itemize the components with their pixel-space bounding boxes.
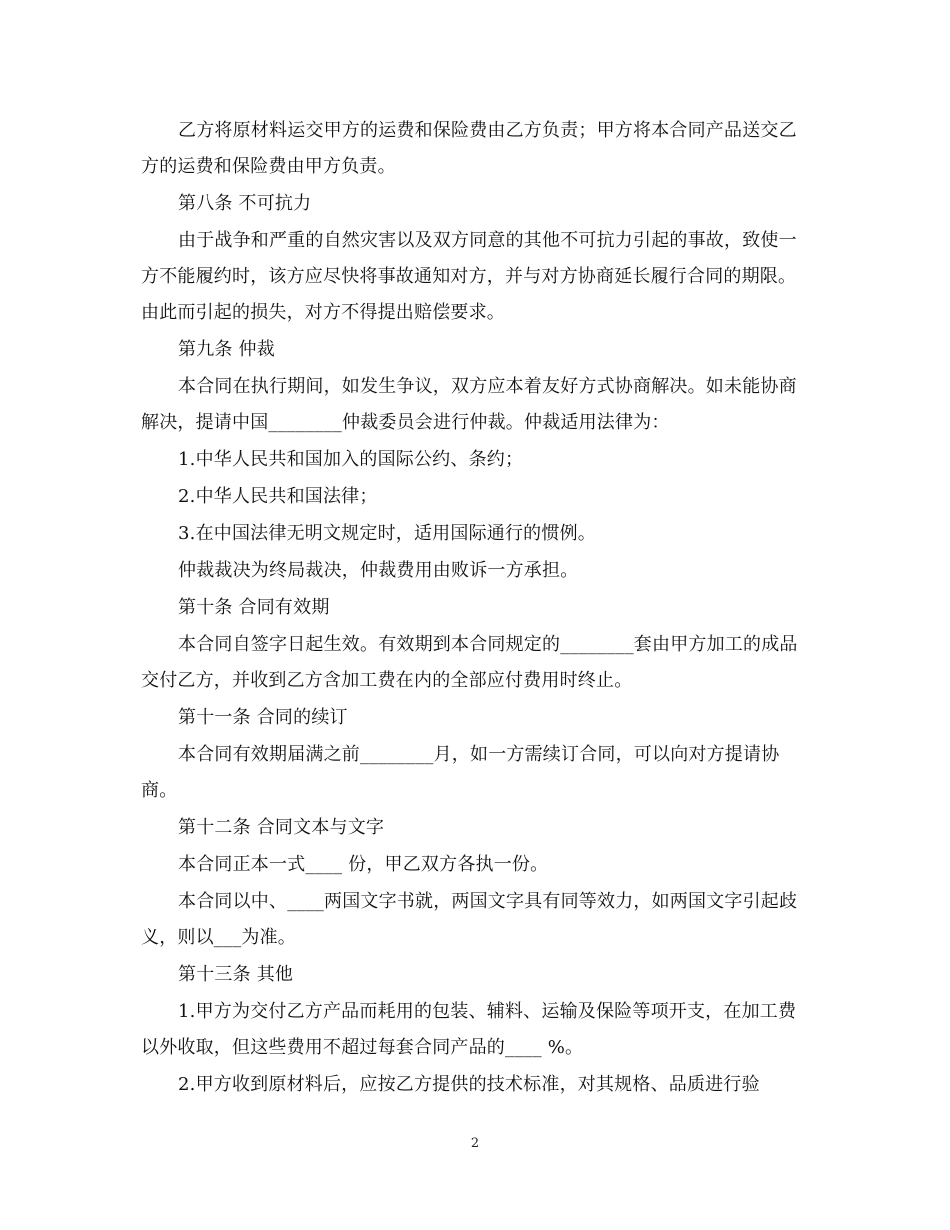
list-item-law-1: 1.中华人民共和国加入的国际公约、条约； bbox=[178, 449, 524, 470]
document-body bbox=[141, 113, 811, 1103]
paragraph-force-majeure: 由于战争和严重的自然灾害以及双方同意的其他不可抗力引起的事故，致使一方不能履约时，该方应尽快将事故通知对方，并与对方协商延长履行合同的期限。由此而引起的损失，对方不得提出赔偿要求。 bbox=[141, 230, 797, 323]
heading-article-9: 第九条 仲裁 bbox=[178, 339, 275, 360]
list-item-other-2: 2.甲方收到原材料后，应按乙方提供的技术标准，对其规格、品质进行验 bbox=[178, 1074, 760, 1095]
heading-article-12: 第十二条 合同文本与文字 bbox=[178, 817, 385, 838]
paragraph-validity: 本合同自签字日起生效。有效期到本合同规定的________套由甲方加工的成品交付乙方，并收到乙方含加工费在内的全部应付费用时终止。 bbox=[141, 634, 798, 691]
heading-article-13: 第十三条 其他 bbox=[178, 964, 294, 985]
paragraph-copies: 本合同正本一式____ 份，甲乙双方各执一份。 bbox=[178, 854, 549, 875]
paragraph-arbitration: 本合同在执行期间，如发生争议，双方应本着友好方式协商解决。如未能协商解决，提请中国________仲裁委员会进行仲裁。仲裁适用法律为： bbox=[141, 376, 797, 433]
paragraph-freight-insurance: 乙方将原材料运交甲方的运费和保险费由乙方负责；甲方将本合同产品送交乙方的运费和保险费由甲方负责。 bbox=[141, 120, 797, 177]
list-item-law-3: 3.在中国法律无明文规定时，适用国际通行的惯例。 bbox=[178, 523, 596, 544]
list-item-other-1: 1.甲方为交付乙方产品而耗用的包装、辅料、运输及保险等项开支，在加工费以外收取，但这些费用不超过每套合同产品的____ %。 bbox=[141, 1001, 797, 1058]
heading-article-11: 第十一条 合同的续订 bbox=[178, 707, 348, 728]
paragraph-languages: 本合同以中、____两国文字书就，两国文字具有同等效力，如两国文字引起歧义，则以___为准。 bbox=[141, 891, 798, 948]
page-number: 2 bbox=[470, 1136, 480, 1151]
paragraph-renewal: 本合同有效期届满之前________月，如一方需续订合同，可以向对方提请协商。 bbox=[141, 744, 780, 801]
paragraph-arbitration-final: 仲裁裁决为终局裁决，仲裁费用由败诉一方承担。 bbox=[178, 560, 579, 581]
heading-article-8: 第八条 不可抗力 bbox=[178, 193, 312, 214]
list-item-law-2: 2.中华人民共和国法律； bbox=[178, 486, 378, 507]
heading-article-10: 第十条 合同有效期 bbox=[178, 597, 330, 618]
